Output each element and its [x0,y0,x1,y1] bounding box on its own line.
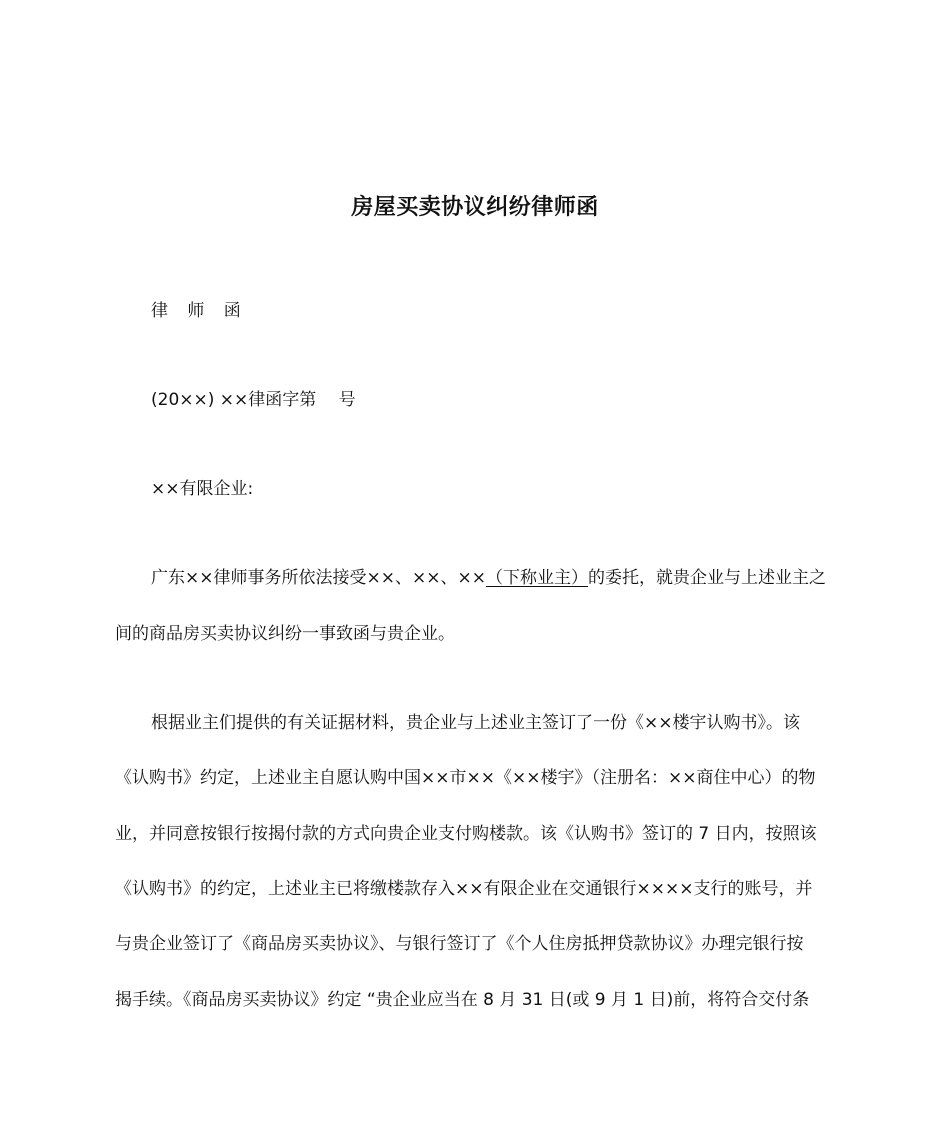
paragraph-1-line-1 [151,566,860,590]
paragraph-2-line-5: 与贵企业签订了《商品房买卖协议》、与银行签订了《个人住房抵押贷款协议》办理完银行按 [115,934,804,954]
paragraph-2-line-4: 《认购书》的约定，上述业主已将缴楼款存入××有限企业在交通银行××××支行的账号，并 [115,879,813,899]
paragraph-1-text-pre: 广东××律师事务所依法接受××、××、×× [151,568,486,588]
paragraph-2-line-3: 业，并同意按银行按揭付款的方式向贵企业支付购楼款。该《认购书》签订的 7 日内，按照该 [115,824,817,844]
paragraph-1-line-2: 间的商品房买卖协议纠纷一事致函与贵企业。 [115,624,455,644]
recipient-line: ××有限企业: [151,479,254,499]
letter-heading: 律 师 函 [151,301,248,321]
paragraph-2-line-6: 揭手续。《商品房买卖协议》约定 “贵企业应当在 8 月 31 日(或 9 月 1 日)前，将符合交付条 [115,990,810,1010]
document-title: 房屋买卖协议纠纷律师函 [351,195,599,220]
paragraph-2-line-1: 根据业主们提供的有关证据材料，贵企业与上述业主签订了一份《××楼宇认购书》。该 [151,713,800,733]
paragraph-1-underlined-text: （下称业主） [485,568,588,588]
paragraph-2-line-2: 《认购书》约定，上述业主自愿认购中国××市××《××楼宇》（注册名：××商住中心）的物 [115,768,816,788]
reference-number: (20××) ××律函字第 号 [151,390,356,410]
paragraph-1-text-post: 的委托，就贵企业与上述业主之 [587,568,826,588]
